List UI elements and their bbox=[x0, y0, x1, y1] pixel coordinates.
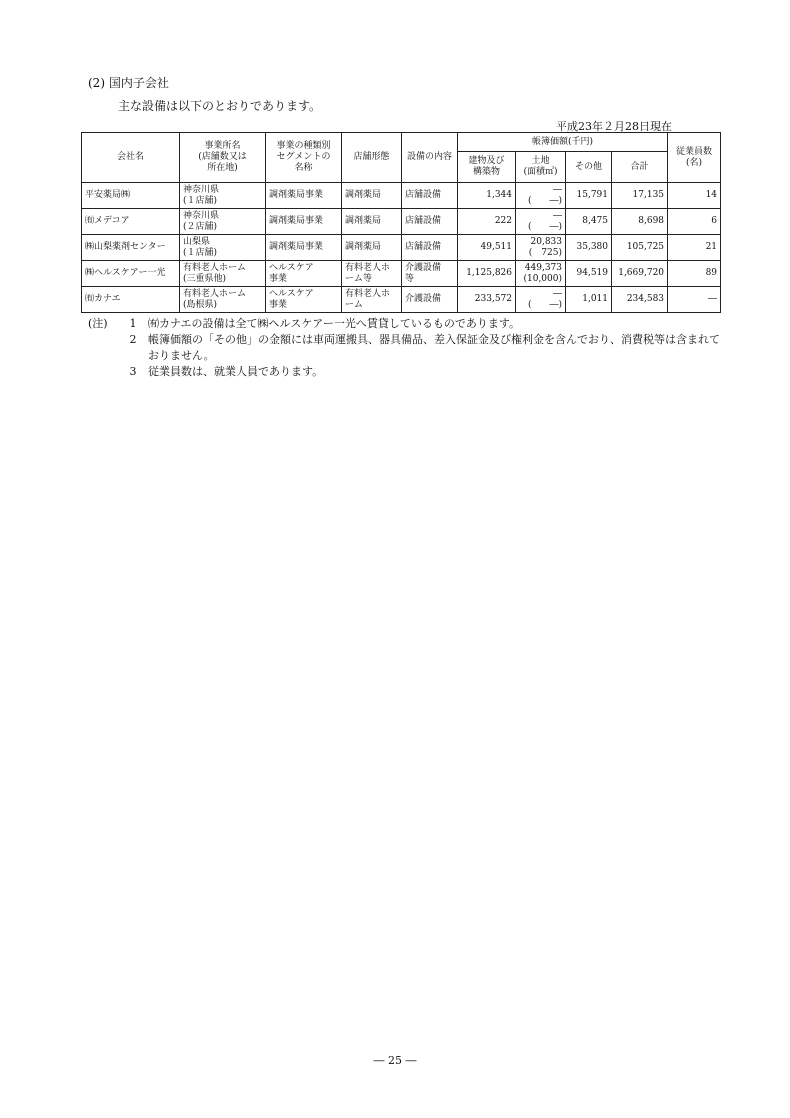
col-header-office: 事業所名 (店舗数又は 所在地) bbox=[180, 133, 266, 183]
note-text: 帳簿価額の「その他」の金額には車両運搬具、器具備品、差入保証金及び権利金を含んでおり、消費税等は含まれておりません。 bbox=[148, 333, 720, 362]
cell-store-type: 有料老人ホ ーム等 bbox=[342, 261, 402, 287]
cell-office: 有料老人ホーム (島根県) bbox=[180, 287, 266, 313]
note-item bbox=[88, 332, 728, 364]
cell-equipment: 店舗設備 bbox=[402, 209, 458, 235]
table-row bbox=[82, 261, 721, 287]
subsidiary-assets-table bbox=[81, 132, 721, 313]
notes-section bbox=[88, 316, 728, 380]
note-number: 1 bbox=[129, 317, 137, 330]
intro-text: 主な設備は以下のとおりであります。 bbox=[118, 99, 322, 113]
cell-company: ㈱ヘルスケアー一光 bbox=[82, 261, 180, 287]
cell-total: 234,583 bbox=[612, 287, 668, 313]
cell-store-type: 調剤薬局 bbox=[342, 235, 402, 261]
note-item bbox=[88, 316, 728, 332]
land-area: ( ―) bbox=[527, 195, 562, 206]
land-value: 20,833 bbox=[530, 236, 562, 247]
land-value: ― bbox=[553, 184, 562, 195]
cell-other: 35,380 bbox=[566, 235, 612, 261]
section-heading: (2) 国内子会社 bbox=[88, 76, 169, 90]
cell-total: 105,725 bbox=[612, 235, 668, 261]
cell-company: ㈲メデコア bbox=[82, 209, 180, 235]
cell-segment: ヘルスケア 事業 bbox=[266, 287, 342, 313]
cell-office: 有料老人ホーム (三重県他) bbox=[180, 261, 266, 287]
cell-company: ㈱山梨薬剤センター bbox=[82, 235, 180, 261]
cell-total: 1,669,720 bbox=[612, 261, 668, 287]
col-header-segment: 事業の種類別 セグメントの 名称 bbox=[266, 133, 342, 183]
cell-building: 1,344 bbox=[458, 183, 516, 209]
cell-building: 1,125,826 bbox=[458, 261, 516, 287]
cell-building: 49,511 bbox=[458, 235, 516, 261]
cell-other: 15,791 bbox=[566, 183, 612, 209]
land-area: ( ―) bbox=[527, 299, 562, 310]
cell-equipment: 店舗設備 bbox=[402, 183, 458, 209]
note-text: 従業員数は、就業人員であります。 bbox=[148, 365, 324, 378]
col-header-land: 土地 (面積㎡) bbox=[516, 152, 566, 183]
cell-other: 94,519 bbox=[566, 261, 612, 287]
land-area: (10,000) bbox=[523, 273, 562, 284]
cell-employees: ― bbox=[668, 287, 721, 313]
col-header-building: 建物及び 構築物 bbox=[458, 152, 516, 183]
cell-building: 233,572 bbox=[458, 287, 516, 313]
land-area: ( 725) bbox=[528, 247, 562, 258]
cell-employees: 89 bbox=[668, 261, 721, 287]
cell-land bbox=[516, 209, 566, 235]
cell-total: 8,698 bbox=[612, 209, 668, 235]
cell-office: 神奈川県 (１店舗) bbox=[180, 183, 266, 209]
cell-store-type: 調剤薬局 bbox=[342, 183, 402, 209]
cell-segment: 調剤薬局事業 bbox=[266, 209, 342, 235]
cell-land bbox=[516, 235, 566, 261]
table-row bbox=[82, 287, 721, 313]
page-number: ― 25 ― bbox=[373, 1054, 417, 1067]
cell-other: 1,011 bbox=[566, 287, 612, 313]
cell-store-type: 有料老人ホ ーム bbox=[342, 287, 402, 313]
cell-store-type: 調剤薬局 bbox=[342, 209, 402, 235]
table-row bbox=[82, 183, 721, 209]
cell-equipment: 店舗設備 bbox=[402, 235, 458, 261]
col-header-equipment: 設備の内容 bbox=[402, 133, 458, 183]
cell-segment: 調剤薬局事業 bbox=[266, 235, 342, 261]
col-header-total: 合計 bbox=[612, 152, 668, 183]
cell-office: 山梨県 (１店舗) bbox=[180, 235, 266, 261]
cell-employees: 14 bbox=[668, 183, 721, 209]
col-header-employees: 従業員数 (名) bbox=[668, 133, 721, 183]
cell-land bbox=[516, 261, 566, 287]
note-item bbox=[88, 364, 728, 380]
note-number: 3 bbox=[129, 365, 137, 378]
cell-total: 17,135 bbox=[612, 183, 668, 209]
cell-other: 8,475 bbox=[566, 209, 612, 235]
col-header-book-value: 帳簿価額(千円) bbox=[458, 133, 668, 152]
cell-land bbox=[516, 183, 566, 209]
land-value: ― bbox=[553, 210, 562, 221]
cell-employees: 21 bbox=[668, 235, 721, 261]
cell-equipment: 介護設備 bbox=[402, 287, 458, 313]
land-area: ( ―) bbox=[527, 221, 562, 232]
land-value: ― bbox=[553, 288, 562, 299]
cell-company: ㈲カナエ bbox=[82, 287, 180, 313]
land-value: 449,373 bbox=[524, 262, 562, 273]
cell-land bbox=[516, 287, 566, 313]
cell-employees: 6 bbox=[668, 209, 721, 235]
notes-label: (注) bbox=[88, 317, 108, 330]
note-text: ㈲カナエの設備は全て㈱ヘルスケアー一光へ賃貸しているものであります。 bbox=[148, 317, 521, 330]
note-number: 2 bbox=[129, 333, 137, 346]
cell-company: 平安薬局㈱ bbox=[82, 183, 180, 209]
cell-segment: ヘルスケア 事業 bbox=[266, 261, 342, 287]
col-header-other: その他 bbox=[566, 152, 612, 183]
cell-segment: 調剤薬局事業 bbox=[266, 183, 342, 209]
cell-office: 神奈川県 (２店舗) bbox=[180, 209, 266, 235]
table-row bbox=[82, 235, 721, 261]
cell-building: 222 bbox=[458, 209, 516, 235]
as-of-date: 平成23年２月28日現在 bbox=[556, 120, 672, 133]
cell-equipment: 介護設備 等 bbox=[402, 261, 458, 287]
col-header-store-type: 店舗形態 bbox=[342, 133, 402, 183]
table-row bbox=[82, 209, 721, 235]
col-header-company: 会社名 bbox=[82, 133, 180, 183]
